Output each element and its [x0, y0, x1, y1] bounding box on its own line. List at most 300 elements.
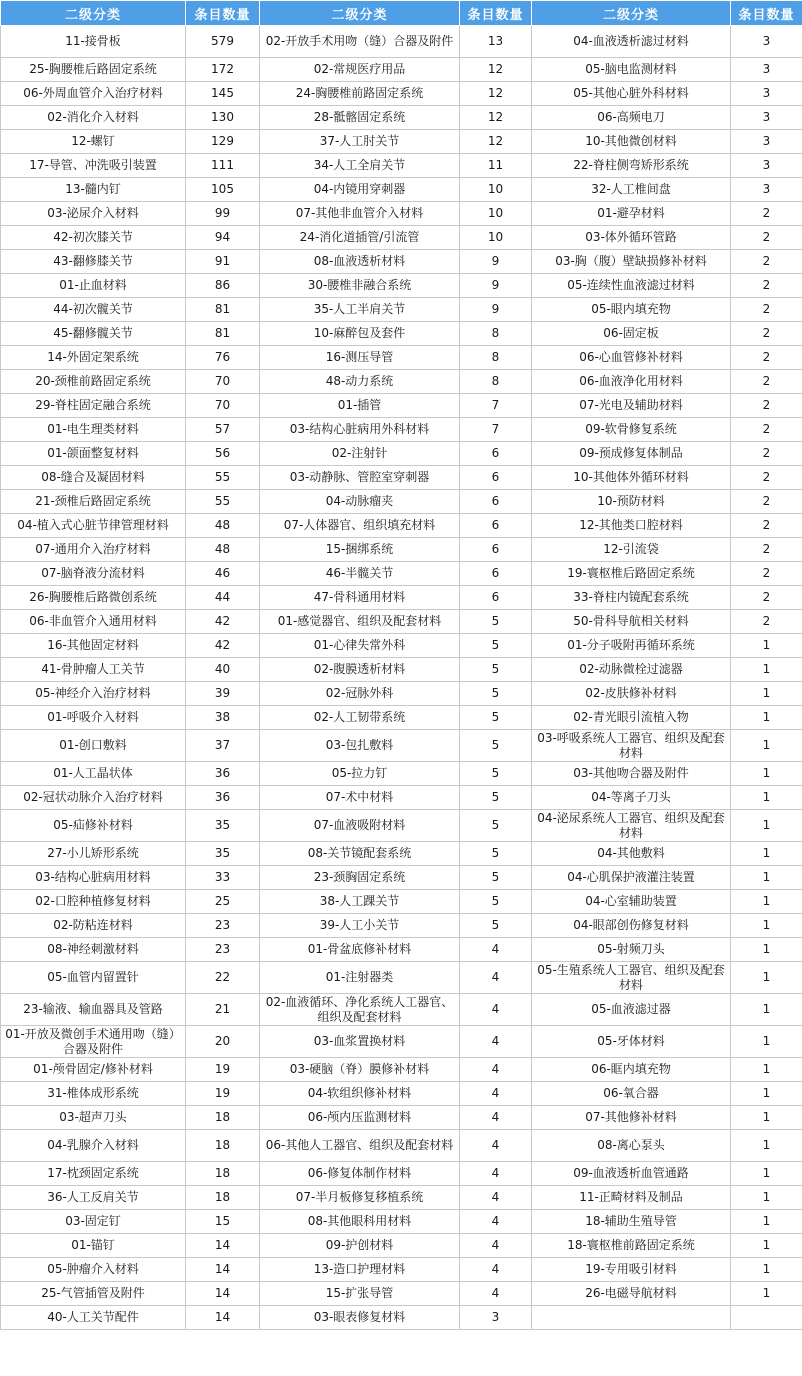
count-cell: 22 — [186, 962, 260, 994]
category-cell: 15-捆绑系统 — [260, 538, 460, 562]
count-cell: 42 — [186, 634, 260, 658]
category-cell: 03-动静脉、管腔室穿刺器 — [260, 466, 460, 490]
table-body — [1, 26, 802, 1330]
count-cell: 8 — [460, 370, 532, 394]
count-cell: 76 — [186, 346, 260, 370]
count-cell — [731, 1306, 802, 1330]
category-cell: 19-寰枢椎后路固定系统 — [532, 562, 731, 586]
category-cell: 05-射频刀头 — [532, 938, 731, 962]
category-cell: 03-包扎敷料 — [260, 730, 460, 762]
category-cell: 46-半髋关节 — [260, 562, 460, 586]
count-cell: 4 — [460, 1258, 532, 1282]
category-cell: 13-造口护理材料 — [260, 1258, 460, 1282]
table-row — [1, 658, 802, 682]
category-cell: 48-动力系统 — [260, 370, 460, 394]
category-cell: 08-缝合及凝固材料 — [1, 466, 186, 490]
count-cell: 6 — [460, 466, 532, 490]
count-cell: 1 — [731, 1234, 802, 1258]
category-cell: 42-初次膝关节 — [1, 226, 186, 250]
category-cell: 05-连续性血液滤过材料 — [532, 274, 731, 298]
count-cell: 55 — [186, 490, 260, 514]
category-cell: 02-皮肤修补材料 — [532, 682, 731, 706]
category-cell: 16-其他固定材料 — [1, 634, 186, 658]
category-cell: 43-翻修膝关节 — [1, 250, 186, 274]
category-cell: 01-人工晶状体 — [1, 762, 186, 786]
count-cell: 19 — [186, 1058, 260, 1082]
count-cell: 40 — [186, 658, 260, 682]
table-row — [1, 202, 802, 226]
category-cell: 08-血液透析材料 — [260, 250, 460, 274]
header-count-1: 条目数量 — [186, 1, 260, 26]
count-cell: 1 — [731, 890, 802, 914]
count-cell: 5 — [460, 914, 532, 938]
count-cell: 1 — [731, 1106, 802, 1130]
category-cell: 24-胸腰椎前路固定系统 — [260, 82, 460, 106]
category-cell: 09-护创材料 — [260, 1234, 460, 1258]
count-cell: 35 — [186, 810, 260, 842]
count-cell: 9 — [460, 298, 532, 322]
category-cell: 02-防粘连材料 — [1, 914, 186, 938]
count-cell: 2 — [731, 346, 802, 370]
count-cell: 37 — [186, 730, 260, 762]
count-cell: 172 — [186, 58, 260, 82]
count-cell: 91 — [186, 250, 260, 274]
count-cell: 21 — [186, 994, 260, 1026]
category-cell: 04-乳腺介入材料 — [1, 1130, 186, 1162]
table-row — [1, 914, 802, 938]
count-cell: 14 — [186, 1282, 260, 1306]
count-cell: 1 — [731, 938, 802, 962]
category-cell: 04-血液透析滤过材料 — [532, 26, 731, 58]
table-row — [1, 514, 802, 538]
count-cell: 11 — [460, 154, 532, 178]
count-cell: 2 — [731, 466, 802, 490]
count-cell: 1 — [731, 842, 802, 866]
count-cell: 2 — [731, 370, 802, 394]
category-cell: 02-消化介入材料 — [1, 106, 186, 130]
category-cell: 04-等离子刀头 — [532, 786, 731, 810]
count-cell: 35 — [186, 842, 260, 866]
category-cell: 06-修复体制作材料 — [260, 1162, 460, 1186]
category-cell: 02-人工韧带系统 — [260, 706, 460, 730]
count-cell: 8 — [460, 322, 532, 346]
table-row — [1, 322, 802, 346]
category-cell: 04-内镜用穿刺器 — [260, 178, 460, 202]
category-cell: 02-注射针 — [260, 442, 460, 466]
category-cell: 27-小儿矫形系统 — [1, 842, 186, 866]
table-row — [1, 634, 802, 658]
count-cell: 1 — [731, 634, 802, 658]
count-cell: 4 — [460, 1282, 532, 1306]
count-cell: 1 — [731, 682, 802, 706]
category-cell: 04-眼部创伤修复材料 — [532, 914, 731, 938]
category-cell: 18-辅助生殖导管 — [532, 1210, 731, 1234]
count-cell: 5 — [460, 658, 532, 682]
category-cell: 05-生殖系统人工器官、组织及配套材料 — [532, 962, 731, 994]
category-cell: 50-骨科导航相关材料 — [532, 610, 731, 634]
count-cell: 2 — [731, 322, 802, 346]
category-cell: 05-眼内填充物 — [532, 298, 731, 322]
category-cell: 03-硬脑（脊）膜修补材料 — [260, 1058, 460, 1082]
table-row — [1, 26, 802, 58]
table-row — [1, 994, 802, 1026]
table-row — [1, 866, 802, 890]
count-cell: 10 — [460, 226, 532, 250]
count-cell: 36 — [186, 786, 260, 810]
category-cell: 04-动脉瘤夹 — [260, 490, 460, 514]
count-cell: 19 — [186, 1082, 260, 1106]
count-cell: 6 — [460, 514, 532, 538]
category-cell: 06-非血管介入通用材料 — [1, 610, 186, 634]
category-cell: 05-肿瘤介入材料 — [1, 1258, 186, 1282]
category-cell: 01-创口敷料 — [1, 730, 186, 762]
count-cell: 99 — [186, 202, 260, 226]
category-cell: 06-固定板 — [532, 322, 731, 346]
category-cell: 44-初次髋关节 — [1, 298, 186, 322]
category-cell: 16-测压导管 — [260, 346, 460, 370]
table-row — [1, 1058, 802, 1082]
category-cell: 03-固定钉 — [1, 1210, 186, 1234]
table-row — [1, 1282, 802, 1306]
count-cell: 42 — [186, 610, 260, 634]
category-cell: 03-其他吻合器及附件 — [532, 762, 731, 786]
category-cell: 05-疝修补材料 — [1, 810, 186, 842]
category-cell: 13-髓内钉 — [1, 178, 186, 202]
table-row — [1, 394, 802, 418]
category-cell: 33-脊柱内镜配套系统 — [532, 586, 731, 610]
count-cell: 5 — [460, 866, 532, 890]
table-row — [1, 730, 802, 762]
count-cell: 12 — [460, 130, 532, 154]
count-cell: 1 — [731, 914, 802, 938]
category-cell: 05-脑电监测材料 — [532, 58, 731, 82]
table-row — [1, 842, 802, 866]
category-cell: 41-骨肿瘤人工关节 — [1, 658, 186, 682]
count-cell: 46 — [186, 562, 260, 586]
header-category-3: 二级分类 — [532, 1, 731, 26]
category-cell: 07-通用介入治疗材料 — [1, 538, 186, 562]
count-cell: 39 — [186, 682, 260, 706]
count-cell: 1 — [731, 810, 802, 842]
category-cell: 05-拉力钉 — [260, 762, 460, 786]
count-cell: 5 — [460, 786, 532, 810]
category-cell: 34-人工全肩关节 — [260, 154, 460, 178]
count-cell: 18 — [186, 1186, 260, 1210]
count-cell: 1 — [731, 1130, 802, 1162]
count-cell: 48 — [186, 514, 260, 538]
category-cell: 01-电生理类材料 — [1, 418, 186, 442]
table-row — [1, 178, 802, 202]
count-cell: 2 — [731, 514, 802, 538]
count-cell: 1 — [731, 762, 802, 786]
count-cell: 3 — [731, 58, 802, 82]
category-cell: 08-神经刺激材料 — [1, 938, 186, 962]
count-cell: 4 — [460, 1082, 532, 1106]
category-cell: 01-注射器类 — [260, 962, 460, 994]
category-cell: 20-颈椎前路固定系统 — [1, 370, 186, 394]
count-cell: 2 — [731, 538, 802, 562]
count-cell: 1 — [731, 1258, 802, 1282]
count-cell: 3 — [731, 130, 802, 154]
count-cell: 70 — [186, 370, 260, 394]
category-cell: 23-颈胸固定系统 — [260, 866, 460, 890]
category-cell: 04-心室辅助装置 — [532, 890, 731, 914]
count-cell: 14 — [186, 1258, 260, 1282]
category-cell: 39-人工小关节 — [260, 914, 460, 938]
count-cell: 4 — [460, 1058, 532, 1082]
category-cell: 15-扩张导管 — [260, 1282, 460, 1306]
category-cell: 03-呼吸系统人工器官、组织及配套材料 — [532, 730, 731, 762]
count-cell: 145 — [186, 82, 260, 106]
category-cell: 28-骶髂固定系统 — [260, 106, 460, 130]
count-cell: 7 — [460, 394, 532, 418]
table-row — [1, 418, 802, 442]
count-cell: 1 — [731, 1282, 802, 1306]
count-cell: 12 — [460, 58, 532, 82]
header-count-2: 条目数量 — [460, 1, 532, 26]
count-cell: 38 — [186, 706, 260, 730]
count-cell: 23 — [186, 914, 260, 938]
table-row — [1, 1210, 802, 1234]
count-cell: 18 — [186, 1106, 260, 1130]
count-cell: 2 — [731, 202, 802, 226]
category-cell: 09-预成修复体制品 — [532, 442, 731, 466]
table-row — [1, 106, 802, 130]
count-cell: 2 — [731, 226, 802, 250]
table-row — [1, 1082, 802, 1106]
category-cell: 03-胸（腹）壁缺损修补材料 — [532, 250, 731, 274]
category-cell: 01-心律失常外科 — [260, 634, 460, 658]
table-row — [1, 682, 802, 706]
category-cell: 02-开放手术用吻（缝）合器及附件 — [260, 26, 460, 58]
count-cell: 36 — [186, 762, 260, 786]
table-row — [1, 562, 802, 586]
category-cell: 05-牙体材料 — [532, 1026, 731, 1058]
category-cell: 17-导管、冲洗吸引装置 — [1, 154, 186, 178]
count-cell: 1 — [731, 658, 802, 682]
category-cell: 06-颅内压监测材料 — [260, 1106, 460, 1130]
count-cell: 4 — [460, 1186, 532, 1210]
count-cell: 2 — [731, 442, 802, 466]
table-row — [1, 82, 802, 106]
category-cell: 07-脑脊液分流材料 — [1, 562, 186, 586]
count-cell: 9 — [460, 250, 532, 274]
category-cell: 10-其他体外循环材料 — [532, 466, 731, 490]
category-cell: 11-接骨板 — [1, 26, 186, 58]
count-cell: 6 — [460, 538, 532, 562]
category-cell: 07-血液吸附材料 — [260, 810, 460, 842]
count-cell: 1 — [731, 1186, 802, 1210]
category-cell: 26-电磁导航材料 — [532, 1282, 731, 1306]
category-cell: 17-枕颈固定系统 — [1, 1162, 186, 1186]
count-cell: 18 — [186, 1162, 260, 1186]
table-row — [1, 706, 802, 730]
category-cell: 05-血液滤过器 — [532, 994, 731, 1026]
count-cell: 579 — [186, 26, 260, 58]
table-row — [1, 1162, 802, 1186]
category-cell: 14-外固定架系统 — [1, 346, 186, 370]
count-cell: 2 — [731, 298, 802, 322]
category-cell: 01-颌面整复材料 — [1, 442, 186, 466]
category-cell: 40-人工关节配件 — [1, 1306, 186, 1330]
category-cell: 08-其他眼科用材料 — [260, 1210, 460, 1234]
table-row — [1, 890, 802, 914]
category-cell — [532, 1306, 731, 1330]
table-row — [1, 538, 802, 562]
category-cell: 01-感觉器官、组织及配套材料 — [260, 610, 460, 634]
table-row — [1, 810, 802, 842]
category-cell: 01-锚钉 — [1, 1234, 186, 1258]
category-cell: 01-插管 — [260, 394, 460, 418]
category-cell: 05-其他心脏外科材料 — [532, 82, 731, 106]
count-cell: 3 — [731, 178, 802, 202]
category-cell: 01-骨盆底修补材料 — [260, 938, 460, 962]
count-cell: 2 — [731, 490, 802, 514]
table-row — [1, 1026, 802, 1058]
table-row — [1, 1130, 802, 1162]
category-cell: 03-血浆置换材料 — [260, 1026, 460, 1058]
category-cell: 01-呼吸介入材料 — [1, 706, 186, 730]
category-cell: 05-神经介入治疗材料 — [1, 682, 186, 706]
category-cell: 10-麻醉包及套件 — [260, 322, 460, 346]
count-cell: 6 — [460, 442, 532, 466]
category-cell: 29-脊柱固定融合系统 — [1, 394, 186, 418]
category-cell: 01-开放及微创手术通用吻（缝）合器及附件 — [1, 1026, 186, 1058]
count-cell: 1 — [731, 962, 802, 994]
category-cell: 25-胸腰椎后路固定系统 — [1, 58, 186, 82]
table-row — [1, 1258, 802, 1282]
count-cell: 2 — [731, 562, 802, 586]
count-cell: 5 — [460, 762, 532, 786]
count-cell: 12 — [460, 82, 532, 106]
count-cell: 5 — [460, 706, 532, 730]
category-cell: 07-人体器官、组织填充材料 — [260, 514, 460, 538]
count-cell: 4 — [460, 1106, 532, 1130]
count-cell: 4 — [460, 1234, 532, 1258]
category-cell: 02-冠脉外科 — [260, 682, 460, 706]
count-cell: 2 — [731, 274, 802, 298]
header-category-2: 二级分类 — [260, 1, 460, 26]
category-cell: 22-脊柱侧弯矫形系统 — [532, 154, 731, 178]
category-cell: 37-人工肘关节 — [260, 130, 460, 154]
category-cell: 07-术中材料 — [260, 786, 460, 810]
count-cell: 129 — [186, 130, 260, 154]
category-cell: 45-翻修髋关节 — [1, 322, 186, 346]
category-cell: 32-人工椎间盘 — [532, 178, 731, 202]
table-row — [1, 938, 802, 962]
count-cell: 13 — [460, 26, 532, 58]
category-cell: 25-气管插管及附件 — [1, 1282, 186, 1306]
category-cell: 10-预防材料 — [532, 490, 731, 514]
category-cell: 36-人工反肩关节 — [1, 1186, 186, 1210]
count-cell: 56 — [186, 442, 260, 466]
table-row — [1, 610, 802, 634]
count-cell: 6 — [460, 490, 532, 514]
category-cell: 24-消化道插管/引流管 — [260, 226, 460, 250]
count-cell: 2 — [731, 250, 802, 274]
category-cell: 06-眶内填充物 — [532, 1058, 731, 1082]
count-cell: 3 — [731, 154, 802, 178]
count-cell: 130 — [186, 106, 260, 130]
count-cell: 5 — [460, 810, 532, 842]
table-row — [1, 442, 802, 466]
category-cell: 07-光电及辅助材料 — [532, 394, 731, 418]
category-cell: 06-血液净化用材料 — [532, 370, 731, 394]
count-cell: 5 — [460, 682, 532, 706]
category-cell: 26-胸腰椎后路微创系统 — [1, 586, 186, 610]
count-cell: 23 — [186, 938, 260, 962]
category-cell: 12-螺钉 — [1, 130, 186, 154]
count-cell: 3 — [460, 1306, 532, 1330]
category-cell: 09-血液透析血管通路 — [532, 1162, 731, 1186]
count-cell: 1 — [731, 1162, 802, 1186]
count-cell: 5 — [460, 610, 532, 634]
count-cell: 81 — [186, 298, 260, 322]
count-cell: 1 — [731, 706, 802, 730]
header-row — [1, 1, 802, 26]
category-cell: 19-专用吸引材料 — [532, 1258, 731, 1282]
count-cell: 2 — [731, 418, 802, 442]
category-cell: 01-分子吸附再循环系统 — [532, 634, 731, 658]
count-cell: 5 — [460, 890, 532, 914]
category-cell: 02-冠状动脉介入治疗材料 — [1, 786, 186, 810]
category-cell: 03-结构心脏病用外科材料 — [260, 418, 460, 442]
category-cell: 02-腹膜透析材料 — [260, 658, 460, 682]
count-cell: 4 — [460, 994, 532, 1026]
category-cell: 07-其他非血管介入材料 — [260, 202, 460, 226]
count-cell: 4 — [460, 1162, 532, 1186]
category-cell: 21-颈椎后路固定系统 — [1, 490, 186, 514]
count-cell: 15 — [186, 1210, 260, 1234]
count-cell: 1 — [731, 994, 802, 1026]
table-row — [1, 226, 802, 250]
category-cell: 04-其他敷料 — [532, 842, 731, 866]
category-cell: 38-人工踝关节 — [260, 890, 460, 914]
category-cell: 06-高频电刀 — [532, 106, 731, 130]
category-cell: 10-其他微创材料 — [532, 130, 731, 154]
count-cell: 1 — [731, 1210, 802, 1234]
category-cell: 02-动脉微栓过滤器 — [532, 658, 731, 682]
category-cell: 07-半月板修复移植系统 — [260, 1186, 460, 1210]
count-cell: 111 — [186, 154, 260, 178]
count-cell: 94 — [186, 226, 260, 250]
count-cell: 1 — [731, 1058, 802, 1082]
category-cell: 12-其他类口腔材料 — [532, 514, 731, 538]
category-cell: 02-血液循环、净化系统人工器官、组织及配套材料 — [260, 994, 460, 1026]
category-cell: 04-泌尿系统人工器官、组织及配套材料 — [532, 810, 731, 842]
table-row — [1, 1106, 802, 1130]
count-cell: 4 — [460, 1026, 532, 1058]
category-cell: 18-寰枢椎前路固定系统 — [532, 1234, 731, 1258]
count-cell: 10 — [460, 178, 532, 202]
category-cell: 06-外周血管介入治疗材料 — [1, 82, 186, 106]
category-cell: 06-氧合器 — [532, 1082, 731, 1106]
count-cell: 3 — [731, 106, 802, 130]
count-cell: 105 — [186, 178, 260, 202]
category-cell: 04-软组织修补材料 — [260, 1082, 460, 1106]
header-category-1: 二级分类 — [1, 1, 186, 26]
category-cell: 01-止血材料 — [1, 274, 186, 298]
category-cell: 30-腰椎非融合系统 — [260, 274, 460, 298]
count-cell: 55 — [186, 466, 260, 490]
count-cell: 1 — [731, 866, 802, 890]
category-cell: 35-人工半肩关节 — [260, 298, 460, 322]
count-cell: 4 — [460, 1130, 532, 1162]
count-cell: 2 — [731, 394, 802, 418]
table-row — [1, 250, 802, 274]
category-cell: 09-软骨修复系统 — [532, 418, 731, 442]
category-cell: 23-输液、输血器具及管路 — [1, 994, 186, 1026]
